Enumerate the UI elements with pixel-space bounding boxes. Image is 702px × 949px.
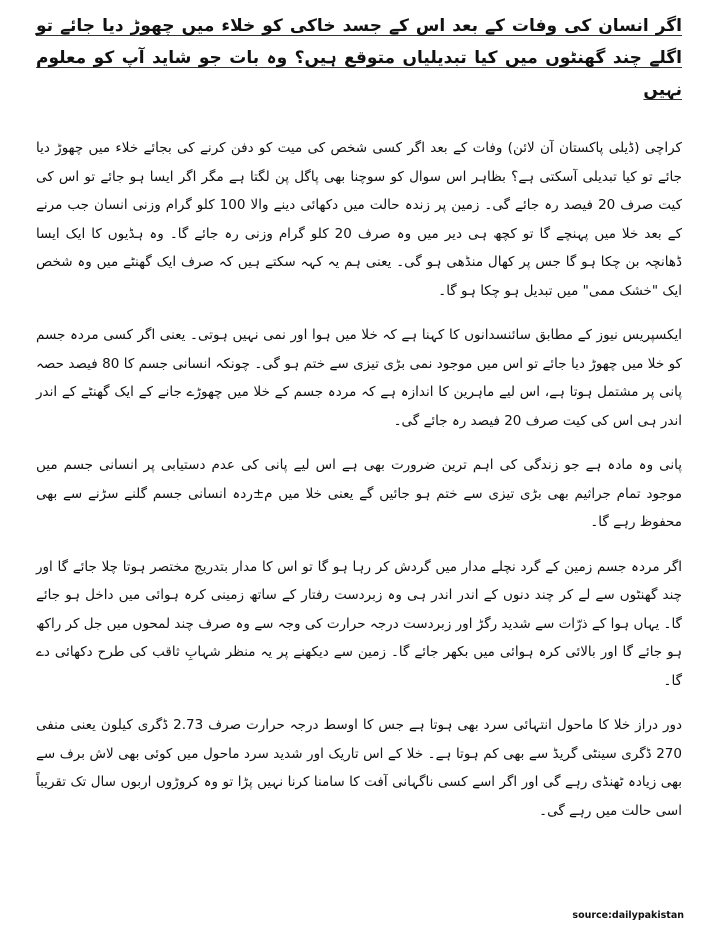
article-paragraph-1: کراچی (ڈیلی پاکستان آن لائن) وفات کے بعد اگر کسی شخص کی میت کو دفن کرنے کی بجائے خلاء میں چھوڑ دیا جائے تو کیا تبدیلی آسکتی ہے؟ بظاہر اس سوال کو سوچنا بھی پاگل پن لگتا ہے مگر اگر ایسا ہو جائے تو اس کی کیت صرف 20 فیصد رہ جائے گی۔ زمین پر زندہ حالت میں دکھائی دینے والا 100 کلو گرام وزنی انسان جب مرنے کے بعد خلا میں پہنچے گا تو کچھ ہی دیر میں وہ صرف 20 کلو گرام وزنی رہ جائے گا۔ وہ ہڈیوں کا ایک ایسا ڈھانچہ بن چکا ہو گا جس پر کھال منڈھی ہو گی۔ یعنی ہم یہ کہہ سکتے ہیں کہ صرف ایک گھنٹے میں وہ شخص ایک "خشک ممی" میں تبدیل ہو چکا ہو گا۔ xyxy=(36,140,683,299)
article-paragraph-4: اگر مردہ جسم زمین کے گرد نچلے مدار میں گردش کر رہا ہو گا تو اس کا مدار بتدریج مختصر ہوتا چلا جائے گا اور چند گھنٹوں سے لے کر چند دنوں کے اندر اندر ہی وہ زبردست رفتار کے ساتھ زمینی کرہ ہوائی میں داخل ہو جائے گا۔ یہاں ہوا کے ذرّات سے شدید رگڑ اور زبردست درجہ حرارت کی وجہ سے وہ صرف چند لمحوں میں جل کر راکھ ہو جائے گا اور بالائی کرہ ہوائی میں بکھر جائے گا۔ زمین سے دیکھنے پر یہ منظر شہابِ ثاقب کی طرح دکھائی دے گا۔ xyxy=(36,558,682,689)
source-credit: source:dailypakistan xyxy=(572,910,684,921)
article-paragraph-3: پانی وہ مادہ ہے جو زندگی کی اہم ترین ضرورت بھی ہے اس لیے پانی کی عدم دستیابی پر انسانی جسم میں موجود تمام جراثیم بھی بڑی تیزی سے ختم ہو جائیں گے یعنی خلا میں م±ردہ انسانی جسم گلنے سڑنے سے بھی محفوظ رہے گا۔ xyxy=(36,457,682,530)
article-headline: اگر انسان کی وفات کے بعد اس کے جسد خاکی کو خلاء میں چھوڑ دیا جائے تو اگلے چند گھنٹوں میں کیا تبدیلیاں متوقع ہیں؟ وہ بات جو شاید آپ کو معلوم نہیں xyxy=(36,16,682,100)
article-paragraph-2: ایکسپریس نیوز کے مطابق سائنسدانوں کا کہنا ہے کہ خلا میں ہوا اور نمی نہیں ہوتی۔ یعنی اگر کسی مردہ جسم کو خلا میں چھوڑ دیا جائے تو اس میں موجود نمی بڑی تیزی سے ختم ہو گی۔ چونکہ انسانی جسم کا 80 فیصد حصہ پانی پر مشتمل ہوتا ہے، اس لیے ماہرین کا اندازہ ہے کہ مردہ جسم کے خلا میں چھوڑے جانے کے ایک گھنٹے کے اندر اندر ہی اس کی کیت صرف 20 فیصد رہ جائے گی۔ xyxy=(36,327,682,429)
article-paragraph-5: دور دراز خلا کا ماحول انتہائی سرد بھی ہوتا ہے جس کا اوسط درجہ حرارت صرف 2.73 ڈگری کیلون یعنی منفی 270 ڈگری سینٹی گریڈ سے بھی کم ہوتا ہے۔ خلا کے اس تاریک اور شدید سرد ماحول میں کوئی بھی لاش برف سے بھی زیادہ ٹھنڈی رہے گی اور اگر اسے کسی ناگہانی آفت کا سامنا کرنا نہیں پڑا تو وہ کروڑوں اربوں سال تک تقریباً اسی حالت میں رہے گی۔ xyxy=(36,717,682,819)
